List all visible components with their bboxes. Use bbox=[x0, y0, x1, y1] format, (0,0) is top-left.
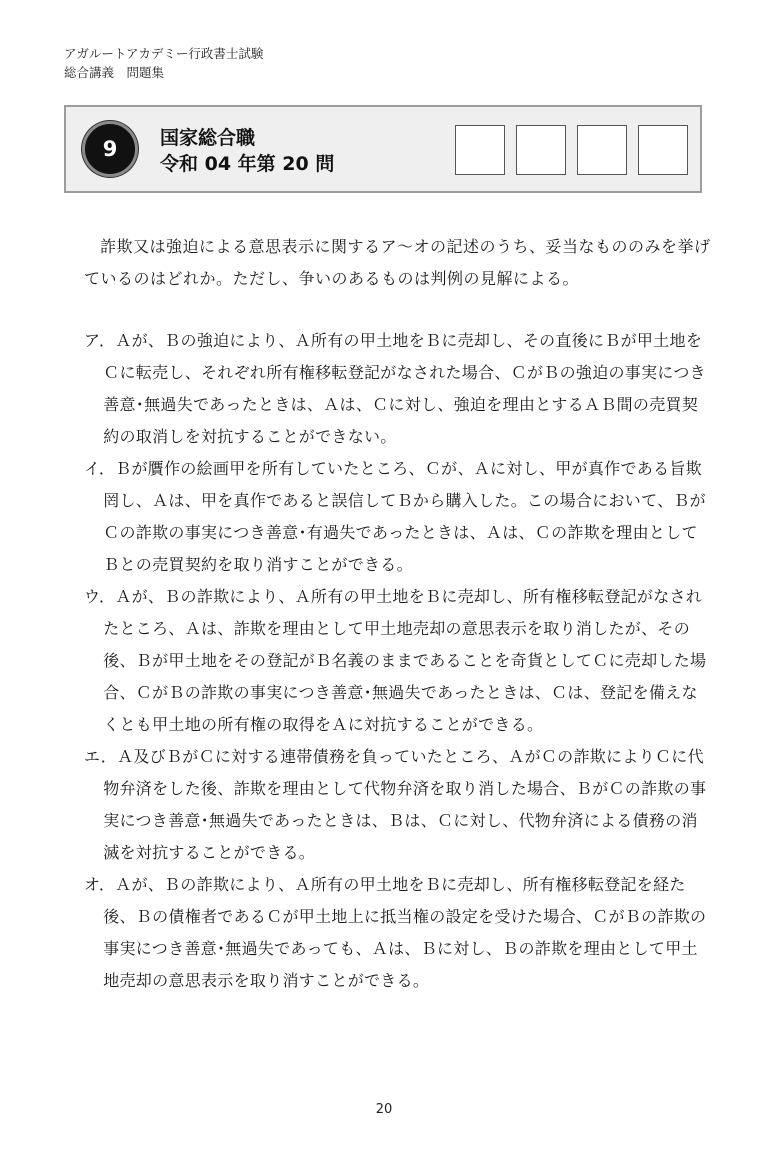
statement-o: オ．Ａが、Ｂの詐欺により、Ａ所有の甲土地をＢに売却し、所有権移転登記を経た後、Ｂの債権者であるＣが甲土地上に抵当権の設定を受けた場合、ＣがＢの詐欺の事実につき善意･無過失であっても、Ａは、Ｂに対し、Ｂの詐欺を理由として甲土地売却の意思表示を取り消すことができる。 bbox=[84, 875, 707, 990]
exam-year-label: 令和 04 年第 20 問 bbox=[160, 153, 335, 175]
question-stem bbox=[84, 231, 714, 295]
book-title-line: 総合講義 問題集 bbox=[64, 65, 165, 80]
question-title bbox=[160, 125, 334, 177]
exam-name: 国家総合職 bbox=[160, 127, 256, 149]
review-checkbox-1[interactable] bbox=[455, 125, 505, 175]
review-checkboxes bbox=[455, 125, 688, 175]
statement-a: ア．Ａが、Ｂの強迫により、Ａ所有の甲土地をＢに売却し、その直後にＢが甲土地をＣに転売し、それぞれ所有権移転登記がなされた場合、ＣがＢの強迫の事実につき善意･無過失であったときは、Ａは、Ｃに対し、強迫を理由とするＡＢ間の売買契約の取消しを対抗することができない。 bbox=[84, 331, 706, 446]
question-header-box bbox=[64, 105, 702, 193]
statement-list bbox=[84, 325, 714, 997]
statement-i: イ．Ｂが贋作の絵画甲を所有していたところ、Ｃが、Ａに対し、甲が真作である旨欺罔し、Ａは、甲を真作であると誤信してＢから購入した。この場合において、ＢがＣの詐欺の事実につき善意･有過失であったときは、Ａは、Ｃの詐欺を理由としてＢとの売買契約を取り消すことができる。 bbox=[84, 459, 706, 574]
question-stem-text: 詐欺又は強迫による意思表示に関するア～オの記述のうち、妥当なもののみを挙げているのはどれか。ただし、争いのあるものは判例の見解による。 bbox=[84, 237, 711, 288]
publisher-line: アガルートアカデミー行政書士試験 bbox=[64, 46, 264, 61]
running-header bbox=[64, 44, 263, 82]
review-checkbox-3[interactable] bbox=[577, 125, 627, 175]
page-number: 20 bbox=[375, 1102, 393, 1117]
question-number-badge: 9 bbox=[82, 121, 138, 177]
review-checkbox-2[interactable] bbox=[516, 125, 566, 175]
statement-u: ウ．Ａが、Ｂの詐欺により、Ａ所有の甲土地をＢに売却し、所有権移転登記がなされたところ、Ａは、詐欺を理由として甲土地売却の意思表示を取り消したが、その後、Ｂが甲土地をその登記がＢ名義のままであることを奇貨としてＣに売却した場合、ＣがＢの詐欺の事実につき善意･無過失であったときは、Ｃは、登記を備えなくとも甲土地の所有権の取得をＡに対抗することができる。 bbox=[84, 587, 707, 734]
review-checkbox-4[interactable] bbox=[638, 125, 688, 175]
statement-e: エ．Ａ及びＢがＣに対する連帯債務を負っていたところ、ＡがＣの詐欺によりＣに代物弁済をした後、詐欺を理由として代物弁済を取り消した場合、ＢがＣの詐欺の事実につき善意･無過失であったときは、Ｂは、Ｃに対し、代物弁済による債務の消滅を対抗することができる。 bbox=[84, 747, 707, 862]
